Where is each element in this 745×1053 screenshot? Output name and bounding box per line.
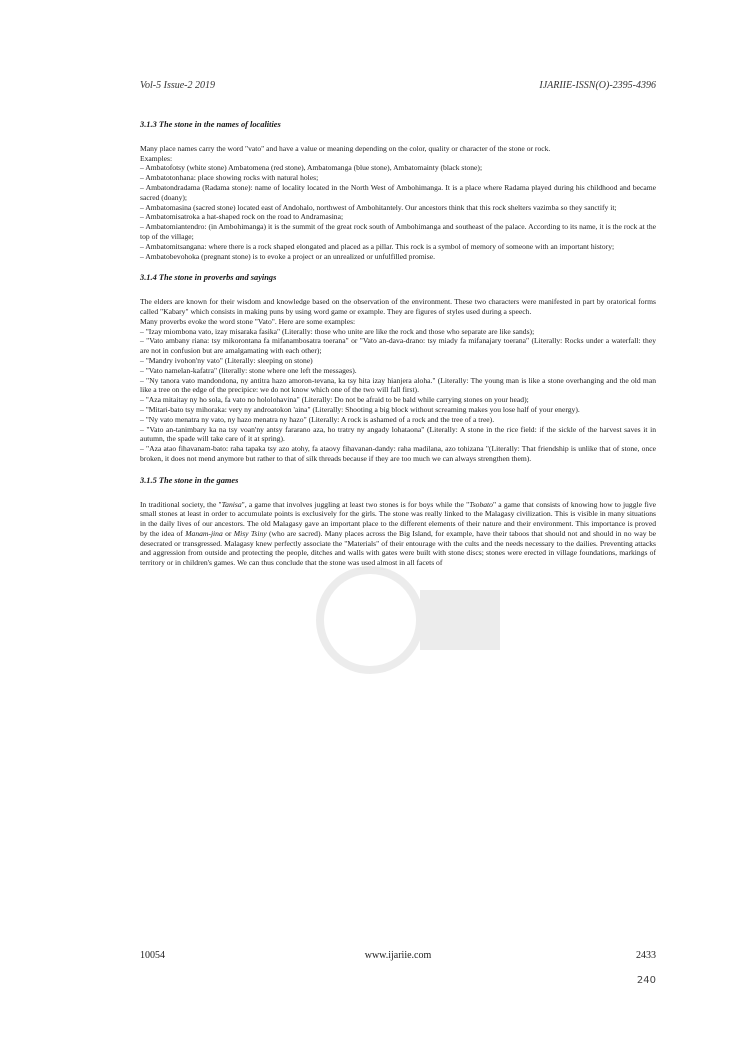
document-page <box>140 0 656 1053</box>
section-heading-proverbs: 3.1.4 The stone in proverbs and sayings <box>140 273 277 283</box>
paragraph: Many proverbs evoke the word stone "Vato". Here are some examples: <box>140 316 356 326</box>
section-heading-games: 3.1.5 The stone in the games <box>140 475 239 485</box>
game-name-tanisa: Tanisa <box>221 499 242 509</box>
text-run: In traditional society, the " <box>140 499 222 509</box>
paragraph: Examples: <box>140 153 173 163</box>
paragraph: Many place names carry the word "vato" and have a value or meaning depending on the color, quality or character of the stone or rock. <box>140 143 551 153</box>
text-run: or <box>222 528 234 538</box>
list-item: – "Vato ambany riana: tsy mikorontana fa mifanambosatra toerana" or "Vato an-dava-drano: tsy miady fa mifanajary toerana" (Literally: Rocks under a waterfall: they are not in confusion but are amalgamating with each other); <box>140 336 656 356</box>
journal-issn: IJARIIE-ISSN(O)-2395-4396 <box>539 80 656 91</box>
section-heading-localities: 3.1.3 The stone in the names of localities <box>140 120 281 129</box>
list-item: – "Ny vato menatra ny vato, ny hazo menatra ny hazo" (Literally: A rock is ashamed of a rock and the tree of a tree). <box>140 414 495 424</box>
text-run: " a game that consists of knowing how to juggle five small stones at least in order to accumulate points is exclusively for the girls. The stone was really linked to the Malagasy civilization. This is visible in many situations in the daily lives of our ancestors. The old Malagasy gave an important place to the different elements of their nature and their environment. This importance is proved by the idea of <box>140 499 657 538</box>
term-manam-jina: Manam-jina <box>185 528 223 538</box>
list-item: – Ambatomiantendro: (in Ambohimanga) it is the summit of the great rock south of Ambohimanga and southeast of the palace. According to its name, it is the rock at the top of the village; <box>140 222 656 241</box>
list-item: – Ambatofotsy (white stone) Ambatomena (red stone), Ambatomanga (blue stone), Ambatomainty (black stone); <box>140 163 483 173</box>
watermark-logo <box>310 560 510 680</box>
list-item: – "Ny tanora vato mandondona, ny antitra hazo amoron-tevana, ka tsy hita izay hianjera aloha." (Literally: The young man is like a stone overhanging and the old man like a tree on the edge of the precipice: we do not know which one of the two will fall first). <box>140 375 656 395</box>
term-misy-tsiny: Misy Tsiny <box>233 528 267 538</box>
list-item: – Ambatomitsangana: where there is a rock shaped elongated and placed as a pillar. This rock is a symbol of memory of someone with an important history; <box>140 241 615 251</box>
list-item: – "Mandry ivohon'ny vato" (Literally: sleeping on stone) <box>140 355 313 365</box>
paragraph <box>140 500 656 569</box>
list-item: – "Vato an-tanimbary ka na tsy voan'ny antsy fararano aza, ho tratry ny angady lohataona" (Literally: A stone in the rice field: if the sickle of the harvest saves it in autumn, the spade will take care of it at spring). <box>140 424 656 444</box>
game-name-tsobato: Tsobato <box>469 499 493 509</box>
list-item: – "Aza atao fihavanam-bato: raha tapaka tsy azo atohy, fa ataovy fihavanan-dandy: raha madilana, azo tohizana "(Literally: That friendship is unlike that of stone, once broken, it does not mend anymore but rather to that of silk threads because if they are too much we can always strengthen them). <box>140 444 656 463</box>
list-item: – Ambatotonhana: place showing rocks with natural holes; <box>140 173 319 183</box>
page-stamp: 240 <box>636 975 656 986</box>
list-item: – Ambatomisatroka a hat-shaped rock on the road to Andramasina; <box>140 212 344 222</box>
list-item: – "Mitari-bato tsy mihoraka: very ny androatokon 'aina" (Literally: Shooting a big block without screaming makes you lose half of your energy). <box>140 404 580 414</box>
article-body <box>140 120 656 568</box>
text-run: ", a game that involves juggling at least two stones is for boys while the " <box>241 499 470 509</box>
paragraph: The elders are known for their wisdom and knowledge based on the observation of the environment. These two characters were manifested in part by oratorical forms called "Kabary" which consists in making puns by using word game or example. They are figures of styles used during a speech. <box>140 297 656 316</box>
footer-website: www.ijariie.com <box>364 950 432 961</box>
list-item: – Ambatomasina (sacred stone) located east of Andohalo, northwest of Ambohitantely. Our ancestors think that this rock shelters vazimba so they sanctify it; <box>140 202 617 212</box>
list-item: – "Vato namelan-kafatra" (literally: stone where one left the messages). <box>140 365 357 375</box>
list-item: – "Aza mitaitay ny ho sola, fa vato no hololohavina" (Literally: Do not be afraid to be bald while carrying stones on your head); <box>140 395 529 405</box>
footer-page-number: 2433 <box>636 950 656 961</box>
text-run: (who are sacred). Many places across the Big Island, for example, have their taboos that should not and should in no way be desecrated or transgressed. Malagasy knew perfectly associate the "Materials" of their entourage with the cults and the needs necessary to the dailies. Preventing attacks and aggression from outside and protecting the people, ditches and walls with gates were built with stone discs; stones were erected in village foundations, markings of territory or in children's games. We can thus conclude that the stone was used almost in all facets of <box>140 528 656 568</box>
volume-label: Vol-5 Issue-2 2019 <box>140 80 215 91</box>
list-item: – Ambatondradama (Radama stone): name of locality located in the North West of Ambohimanga. It is a place where Radama played during his childhood and became sacred (doany); <box>140 182 656 202</box>
footer-number: 10054 <box>140 950 165 961</box>
list-item: – "Izay miombona vato, izay misaraka fasika" (Literally: those who unite are like the rock and those who separate are like sands); <box>140 326 535 336</box>
list-item: – Ambatobevohoka (pregnant stone) is to evoke a project or an unrealized or unfulfilled promise. <box>140 251 436 261</box>
